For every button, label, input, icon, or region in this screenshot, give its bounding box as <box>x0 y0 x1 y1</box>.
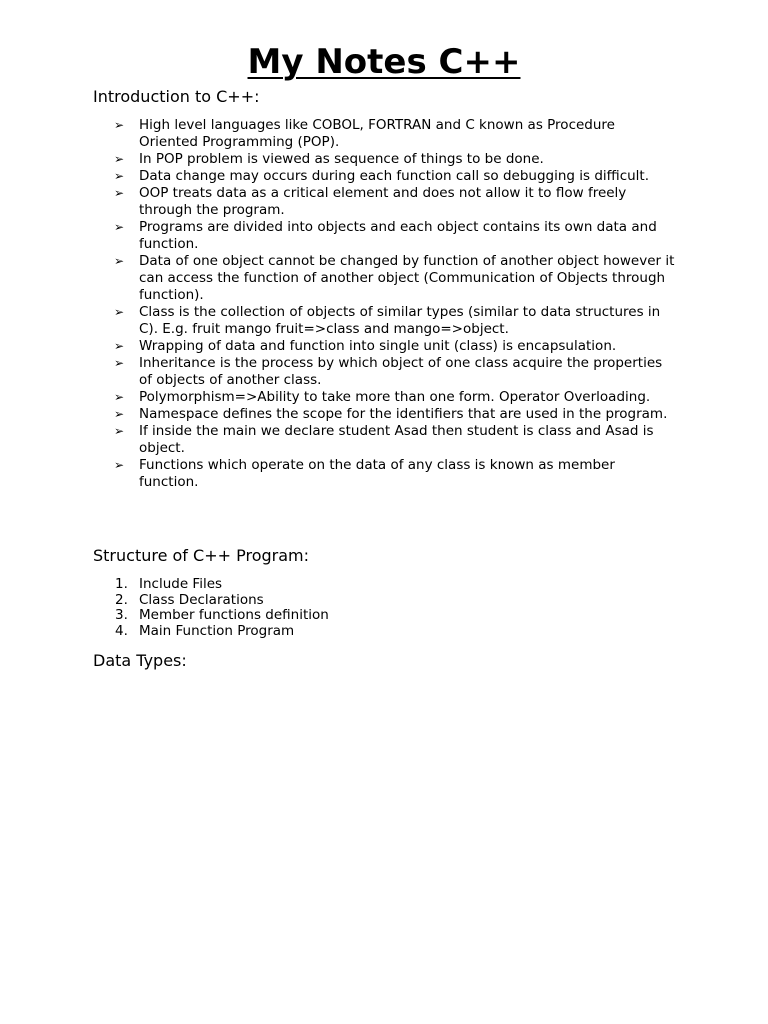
arrow-bullet-icon: ➢ <box>114 339 125 353</box>
list-item <box>112 423 677 457</box>
introduction-bullet-list <box>112 117 677 491</box>
list-item-text: In POP problem is viewed as sequence of things to be done. <box>139 151 544 167</box>
list-item-text: Polymorphism=>Ability to take more than one form. Operator Overloading. <box>139 389 651 405</box>
list-item-text: Wrapping of data and function into single unit (class) is encapsulation. <box>139 338 617 354</box>
list-item-text: High level languages like COBOL, FORTRAN and C known as Procedure Oriented Programming (POP). <box>139 117 615 150</box>
section-heading-data-types: Data Types: <box>93 651 187 670</box>
list-item-text: Member functions definition <box>139 607 329 624</box>
document-title: My Notes C++ <box>247 42 521 82</box>
list-item-text: Main Function Program <box>139 623 295 640</box>
arrow-bullet-icon: ➢ <box>114 169 125 183</box>
list-item <box>112 117 677 151</box>
list-item <box>112 253 677 304</box>
section-heading-introduction: Introduction to C++: <box>93 87 260 106</box>
list-item-text: Programs are divided into objects and each object contains its own data and function. <box>139 219 657 252</box>
list-item-text: If inside the main we declare student Asad then student is class and Asad is object. <box>139 423 654 456</box>
list-item <box>112 185 677 219</box>
list-item <box>112 593 672 609</box>
arrow-bullet-icon: ➢ <box>114 152 125 166</box>
list-item-text: Data of one object cannot be changed by function of another object however it can access the function of another object (Communication of Objects through function). <box>139 253 675 303</box>
arrow-bullet-icon: ➢ <box>114 407 125 421</box>
list-item <box>112 389 677 406</box>
list-item-text: Class is the collection of objects of similar types (similar to data structures in C). E.g. fruit mango fruit=>class and mango=>object. <box>139 304 661 337</box>
arrow-bullet-icon: ➢ <box>114 118 125 132</box>
arrow-bullet-icon: ➢ <box>114 390 125 404</box>
list-item <box>112 355 677 389</box>
list-item-text: Functions which operate on the data of any class is known as member function. <box>139 457 615 490</box>
list-item-text: Class Declarations <box>139 591 264 608</box>
list-item-text: Namespace defines the scope for the identifiers that are used in the program. <box>139 406 668 422</box>
arrow-bullet-icon: ➢ <box>114 458 125 472</box>
list-item-text: Inheritance is the process by which object of one class acquire the properties of objects of another class. <box>139 355 663 388</box>
structure-numbered-list <box>112 577 672 640</box>
list-number: 4. <box>115 623 128 640</box>
arrow-bullet-icon: ➢ <box>114 186 125 200</box>
list-item <box>112 219 677 253</box>
list-item <box>112 304 677 338</box>
arrow-bullet-icon: ➢ <box>114 305 125 319</box>
list-number: 1. <box>115 576 128 592</box>
arrow-bullet-icon: ➢ <box>114 424 125 438</box>
list-item <box>112 406 677 423</box>
list-item-text: OOP treats data as a critical element and does not allow it to flow freely through the program. <box>139 185 627 218</box>
arrow-bullet-icon: ➢ <box>114 220 125 234</box>
list-item <box>112 168 677 185</box>
list-number: 2. <box>115 591 128 608</box>
list-item <box>112 624 672 640</box>
list-item <box>112 577 672 593</box>
list-item <box>112 457 677 491</box>
arrow-bullet-icon: ➢ <box>114 254 125 268</box>
list-number: 3. <box>115 607 128 624</box>
list-item <box>112 338 677 355</box>
list-item-text: Include Files <box>139 576 223 592</box>
list-item <box>112 608 672 624</box>
arrow-bullet-icon: ➢ <box>114 356 125 370</box>
list-item <box>112 151 677 168</box>
list-item-text: Data change may occurs during each function call so debugging is difficult. <box>139 168 650 184</box>
section-heading-structure: Structure of C++ Program: <box>93 546 309 565</box>
